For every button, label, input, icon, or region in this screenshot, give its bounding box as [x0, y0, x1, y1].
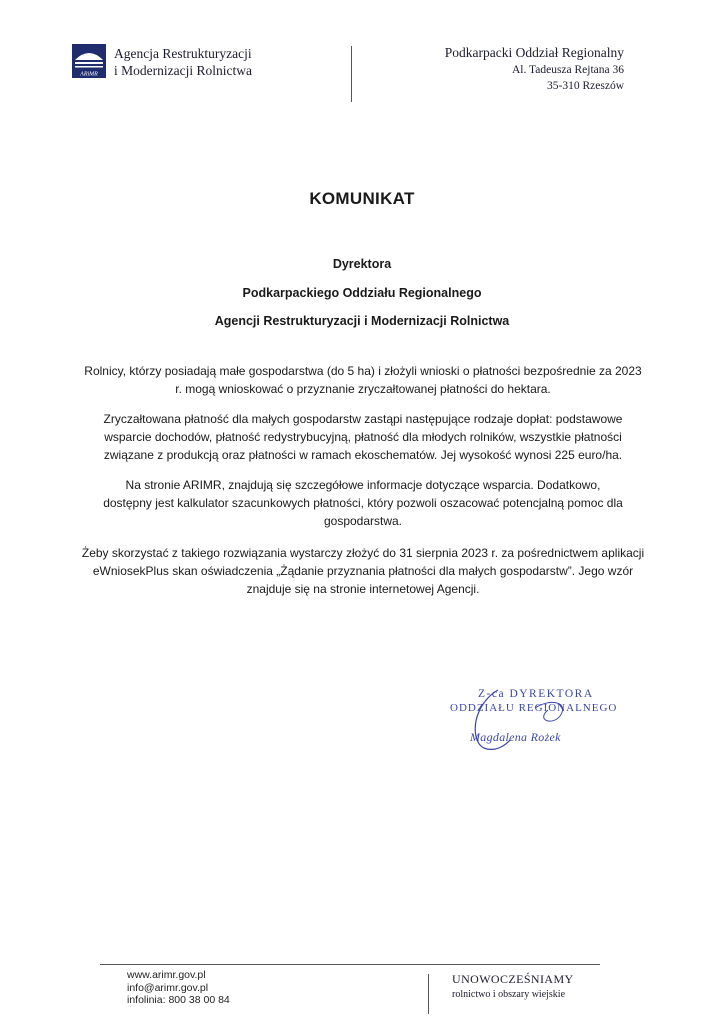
slogan-main: UNOWOCZEŚNIAMY	[452, 972, 574, 986]
footer-website-link[interactable]: www.arimr.gov.pl	[127, 969, 206, 981]
subtitle-office: Podkarpackiego Oddziału Regionalnego	[242, 286, 482, 300]
slogan-sub: rolnictwo i obszary wiejskie	[452, 989, 566, 1000]
office-city: 35-310 Rzeszów	[547, 80, 624, 92]
office-street: Al. Tadeusza Rejtana 36	[511, 64, 624, 76]
subtitle-director: Dyrektora	[332, 257, 392, 271]
document-title: KOMUNIKAT	[309, 189, 415, 208]
signature-stamp	[440, 680, 630, 760]
header-divider	[351, 46, 352, 102]
logo-text: ARiMR	[80, 71, 98, 78]
paragraph-1: Rolnicy, którzy posiadają małe gospodarstwa (do 5 ha) i złożyli wnioski o płatności bezpośrednie za 2023 r. mogą wnioskować o przyznanie zryczałtowanej płatności do hektara.	[84, 364, 642, 396]
subtitle-agency: Agencji Restrukturyzacji i Modernizacji Rolnictwa	[214, 314, 510, 328]
office-name: Podkarpacki Oddział Regionalny	[444, 45, 624, 60]
stamp-line-1: Z-ca DYREKTORA	[478, 688, 594, 700]
arimr-logo-icon	[72, 44, 106, 78]
agency-name	[114, 45, 252, 79]
paragraph-2: Zryczałtowana płatność dla małych gospodarstw zastąpi następujące rodzaje dopłat: podstawowe wsparcie dochodów, płatność redystrybucyjną, płatność dla młodych rolników, wszystkie płatności związane z produkcją oraz płatności w ramach ekoschematów. Jej wysokość wynosi 225 euro/ha.	[103, 412, 623, 462]
stamp-line-2: ODDZIAŁU REGIONALNEGO	[450, 702, 618, 714]
paragraph-4: Żeby skorzystać z takiego rozwiązania wystarczy złożyć do 31 sierpnia 2023 r. za pośrednictwem aplikacji eWniosekPlus skan oświadczenia „Żądanie przyznania płatności dla małych gospodarstw”. Jego wzór znajduje się na stronie internetowej Agencji.	[81, 546, 645, 596]
paragraph-3: Na stronie ARIMR, znajdują się szczegółowe informacje dotyczące wsparcia. Dodatkowo, dostępny jest kalkulator szacunkowych płatności, który pozwoli oszacować potencjalną pomoc dla gospodarstwa.	[103, 478, 623, 528]
footer-vertical-divider	[428, 974, 429, 1014]
agency-name-line-2: i Modernizacji Rolnictwa	[114, 63, 252, 78]
office-address	[445, 44, 624, 94]
footer-email-link[interactable]: info@arimr.gov.pl	[127, 981, 209, 994]
footer-divider-line	[100, 964, 600, 965]
agency-name-line-1: Agencja Restrukturyzacji	[114, 46, 252, 61]
footer-slogan	[452, 972, 574, 1003]
signatory-name: Magdalena Rożek	[470, 730, 561, 744]
footer-infoline: infolinia: 800 38 00 84	[127, 994, 230, 1006]
footer-contact	[127, 969, 230, 1007]
